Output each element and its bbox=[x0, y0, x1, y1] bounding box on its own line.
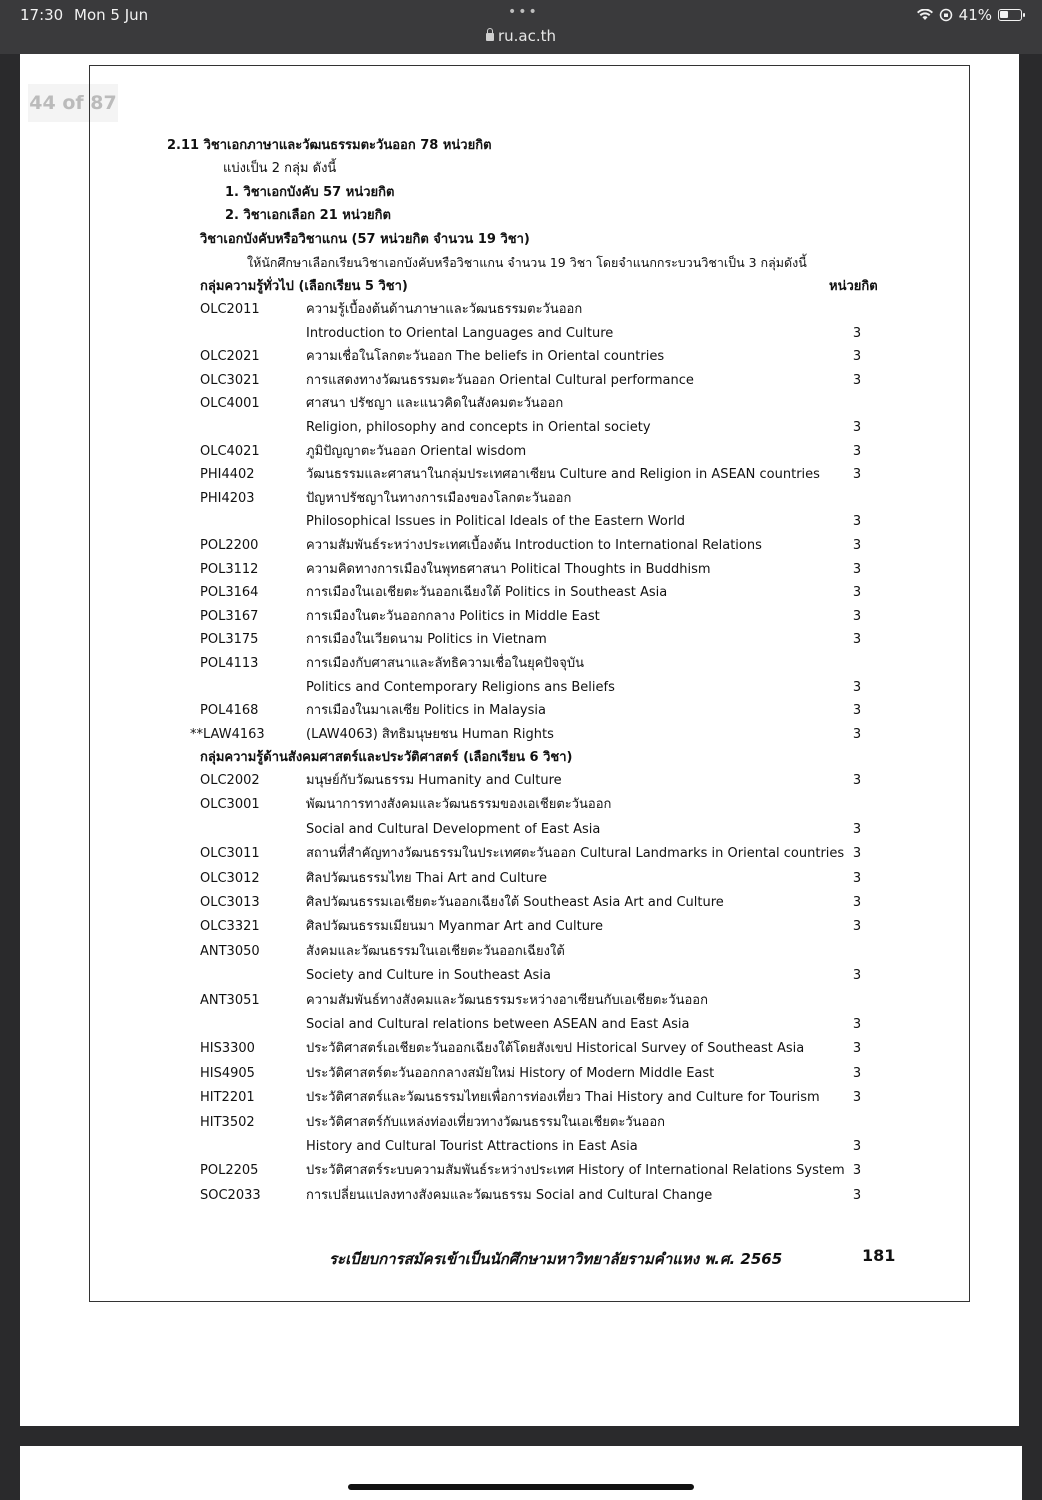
course-title: ประวัติศาสตร์และวัฒนธรรมไทยเพื่อการท่องเที่ยว Thai History and Culture for Tourism bbox=[306, 1090, 820, 1106]
course-credit: 3 bbox=[852, 821, 862, 837]
course-credit: 3 bbox=[852, 561, 862, 577]
course-title: ภูมิปัญญาตะวันออก Oriental wisdom bbox=[306, 443, 527, 459]
course-title: Social and Cultural relations between ASEAN and East Asia bbox=[306, 1017, 690, 1032]
battery-icon bbox=[998, 9, 1022, 21]
course-credit: 3 bbox=[852, 968, 862, 984]
course-credit: 3 bbox=[852, 1065, 862, 1081]
course-title: Philosophical Issues in Political Ideals of the Eastern World bbox=[306, 514, 686, 530]
group-social-heading: กลุ่มความรู้ด้านสังคมศาสตร์และประวัติศาสตร์ (เลือกเรียน 6 วิชา) bbox=[200, 750, 573, 765]
course-credit: 3 bbox=[852, 846, 862, 862]
course-code: OLC3011 bbox=[200, 846, 260, 862]
course-title: ความเชื่อในโลกตะวันออก The beliefs in Oriental countries bbox=[306, 349, 665, 365]
course-credit: 3 bbox=[852, 1041, 862, 1057]
course-credit: 3 bbox=[852, 1017, 862, 1032]
course-credit: 3 bbox=[852, 349, 862, 365]
course-credit: 3 bbox=[852, 726, 862, 742]
course-credit: 3 bbox=[852, 608, 862, 624]
url-text: ru.ac.th bbox=[497, 27, 557, 45]
course-credit: 3 bbox=[852, 703, 862, 719]
course-credit: 3 bbox=[852, 1090, 862, 1106]
course-code: POL4113 bbox=[200, 656, 259, 671]
course-code: HIT2201 bbox=[200, 1090, 255, 1106]
course-title: มนุษย์กับวัฒนธรรม Humanity and Culture bbox=[306, 773, 562, 788]
wifi-icon bbox=[917, 9, 933, 21]
group-general-heading: กลุ่มความรู้ทั่วไป (เลือกเรียน 5 วิชา) bbox=[200, 279, 408, 294]
course-title: สถานที่สำคัญทางวัฒนธรรมในประเทศตะวันออก Cultural Landmarks in Oriental countries bbox=[306, 846, 845, 862]
course-code: OLC2011 bbox=[200, 302, 260, 317]
course-code: ANT3051 bbox=[200, 992, 260, 1008]
course-title: Society and Culture in Southeast Asia bbox=[306, 968, 551, 984]
course-code: POL3175 bbox=[200, 632, 259, 648]
course-code: OLC3012 bbox=[200, 870, 260, 886]
course-title: ความสัมพันธ์ระหว่างประเทศเบื้องต้น Introduction to International Relations bbox=[306, 538, 762, 553]
course-code: **LAW4163 bbox=[190, 726, 265, 742]
instruction-text: ให้นักศึกษาเลือกเรียนวิชาเอกบังคับหรือวิชาแกน จำนวน 19 วิชา โดยจำแนกกระบวนวิชาเป็น 3 กลุ่มดังนี้ bbox=[247, 255, 807, 270]
course-title: สังคมและวัฒนธรรมในเอเชียตะวันออกเฉียงใต้ bbox=[306, 943, 565, 959]
course-title: (LAW4063) สิทธิมนุษยชน Human Rights bbox=[306, 726, 554, 742]
course-code: OLC2021 bbox=[200, 349, 260, 365]
course-title: การเมืองในเอเชียตะวันออกเฉียงใต้ Politics in Southeast Asia bbox=[306, 585, 668, 601]
status-indicators bbox=[917, 6, 1022, 24]
course-credit: 3 bbox=[852, 919, 862, 935]
page-indicator: 44 of 87 bbox=[28, 84, 118, 122]
course-title: History and Cultural Tourist Attractions in East Asia bbox=[306, 1139, 638, 1154]
course-code: ANT3050 bbox=[200, 943, 260, 959]
course-title: การเปลี่ยนแปลงทางสังคมและวัฒนธรรม Social and Cultural Change bbox=[306, 1187, 713, 1203]
course-code: POL2205 bbox=[200, 1163, 259, 1179]
status-bar bbox=[0, 0, 1042, 54]
course-title: ประวัติศาสตร์เอเชียตะวันออกเฉียงใต้โดยสังเขป Historical Survey of Southeast Asia bbox=[306, 1041, 805, 1057]
status-time: 17:30 bbox=[20, 6, 64, 24]
course-credit: 3 bbox=[852, 372, 862, 388]
course-code: POL3164 bbox=[200, 585, 259, 601]
course-credit: 3 bbox=[852, 1139, 862, 1154]
course-credit: 3 bbox=[852, 1187, 862, 1203]
course-credit: 3 bbox=[852, 325, 862, 341]
viewer-gap bbox=[0, 1426, 1042, 1446]
next-page-preview[interactable] bbox=[20, 1446, 1022, 1500]
course-code: OLC3001 bbox=[200, 797, 260, 813]
section-heading: 2.11 วิชาเอกภาษาและวัฒนธรรมตะวันออก 78 หน่วยกิต bbox=[167, 138, 492, 153]
course-title: Introduction to Oriental Languages and Culture bbox=[306, 325, 614, 341]
course-title: การเมืองกับศาสนาและลัทธิความเชื่อในยุคปัจจุบัน bbox=[306, 656, 585, 671]
course-credit: 3 bbox=[852, 870, 862, 886]
course-title: ศาสนา ปรัชญา และแนวคิดในสังคมตะวันออก bbox=[306, 396, 564, 412]
page-number: 181 bbox=[862, 1246, 896, 1265]
course-title: พัฒนาการทางสังคมและวัฒนธรรมของเอเชียตะวันออก bbox=[306, 797, 612, 813]
course-title: ประวัติศาสตร์ระบบความสัมพันธ์ระหว่างประเทศ History of International Relations System bbox=[306, 1163, 845, 1179]
course-code: PHI4203 bbox=[200, 490, 255, 506]
course-code: POL4168 bbox=[200, 703, 259, 719]
course-code: OLC4001 bbox=[200, 396, 260, 412]
course-credit: 3 bbox=[852, 1163, 862, 1179]
core-heading: วิชาเอกบังคับหรือวิชาแกน (57 หน่วยกิต จำนวน 19 วิชา) bbox=[200, 232, 530, 247]
lock-icon bbox=[486, 33, 494, 41]
course-credit: 3 bbox=[852, 514, 862, 530]
split-text: แบ่งเป็น 2 กลุ่ม ดังนี้ bbox=[223, 161, 337, 176]
course-credit: 3 bbox=[852, 585, 862, 601]
course-title: Politics and Contemporary Religions ans Beliefs bbox=[306, 679, 615, 695]
battery-percent: 41% bbox=[958, 6, 992, 24]
address-bar[interactable] bbox=[0, 27, 1042, 45]
footer-title: ระเบียบการสมัครเข้าเป็นนักศึกษามหาวิทยาลัยรามคำแหง พ.ศ. 2565 bbox=[329, 1250, 783, 1268]
course-credit: 3 bbox=[852, 895, 862, 910]
course-code: OLC4021 bbox=[200, 443, 260, 459]
course-title: วัฒนธรรมและศาสนาในกลุ่มประเทศอาเซียน Culture and Religion in ASEAN countries bbox=[306, 467, 820, 483]
course-title: ประวัติศาสตร์กับแหล่งท่องเที่ยวทางวัฒนธรรมในเอเชียตะวันออก bbox=[306, 1114, 665, 1130]
course-code: SOC2033 bbox=[200, 1187, 261, 1203]
course-title: ความคิดทางการเมืองในพุทธศาสนา Political Thoughts in Buddhism bbox=[306, 561, 711, 577]
orientation-lock-icon bbox=[939, 8, 953, 22]
group-elective: 2. วิชาเอกเลือก 21 หน่วยกิต bbox=[225, 208, 391, 223]
course-title: Religion, philosophy and concepts in Oriental society bbox=[306, 420, 651, 435]
course-credit: 3 bbox=[852, 632, 862, 648]
course-title: ศิลปวัฒนธรรมไทย Thai Art and Culture bbox=[306, 870, 547, 886]
course-credit: 3 bbox=[852, 538, 862, 553]
course-title: การเมืองในตะวันออกกลาง Politics in Middle East bbox=[306, 608, 600, 624]
document-page[interactable] bbox=[20, 54, 1019, 1426]
course-title: ศิลปวัฒนธรรมเอเชียตะวันออกเฉียงใต้ Southeast Asia Art and Culture bbox=[306, 895, 724, 910]
course-title: การแสดงทางวัฒนธรรมตะวันออก Oriental Cultural performance bbox=[306, 372, 694, 388]
course-code: POL3167 bbox=[200, 608, 259, 624]
course-title: การเมืองในเวียดนาม Politics in Vietnam bbox=[306, 632, 547, 648]
course-code: PHI4402 bbox=[200, 467, 255, 483]
more-dots-icon[interactable]: ••• bbox=[508, 4, 539, 20]
course-title: ศิลปวัฒนธรรมเมียนมา Myanmar Art and Culture bbox=[306, 919, 603, 935]
home-indicator[interactable] bbox=[348, 1484, 694, 1490]
course-code: HIT3502 bbox=[200, 1114, 255, 1130]
status-date: Mon 5 Jun bbox=[74, 6, 149, 24]
course-code: OLC3021 bbox=[200, 372, 260, 388]
course-title: ปัญหาปรัชญาในทางการเมืองของโลกตะวันออก bbox=[306, 490, 572, 506]
group-required: 1. วิชาเอกบังคับ 57 หน่วยกิต bbox=[225, 185, 395, 200]
course-code: OLC3013 bbox=[200, 895, 260, 910]
course-code: OLC3321 bbox=[200, 919, 260, 935]
course-code: HIS4905 bbox=[200, 1065, 255, 1081]
course-title: Social and Cultural Development of East Asia bbox=[306, 821, 601, 837]
course-code: POL3112 bbox=[200, 561, 259, 577]
course-credit: 3 bbox=[852, 773, 862, 788]
course-title: ประวัติศาสตร์ตะวันออกกลางสมัยใหม่ History of Modern Middle East bbox=[306, 1065, 715, 1081]
course-credit: 3 bbox=[852, 443, 862, 459]
course-title: ความรู้เบื้องต้นด้านภาษาและวัฒนธรรมตะวันออก bbox=[306, 302, 583, 317]
course-credit: 3 bbox=[852, 420, 862, 435]
course-title: การเมืองในมาเลเซีย Politics in Malaysia bbox=[306, 703, 546, 719]
credit-column-header: หน่วยกิต bbox=[829, 279, 878, 294]
course-code: HIS3300 bbox=[200, 1041, 255, 1057]
course-credit: 3 bbox=[852, 679, 862, 695]
course-code: OLC2002 bbox=[200, 773, 260, 788]
course-title: ความสัมพันธ์ทางสังคมและวัฒนธรรมระหว่างอาเซียนกับเอเชียตะวันออก bbox=[306, 992, 708, 1008]
course-credit: 3 bbox=[852, 467, 862, 483]
course-code: POL2200 bbox=[200, 538, 259, 553]
